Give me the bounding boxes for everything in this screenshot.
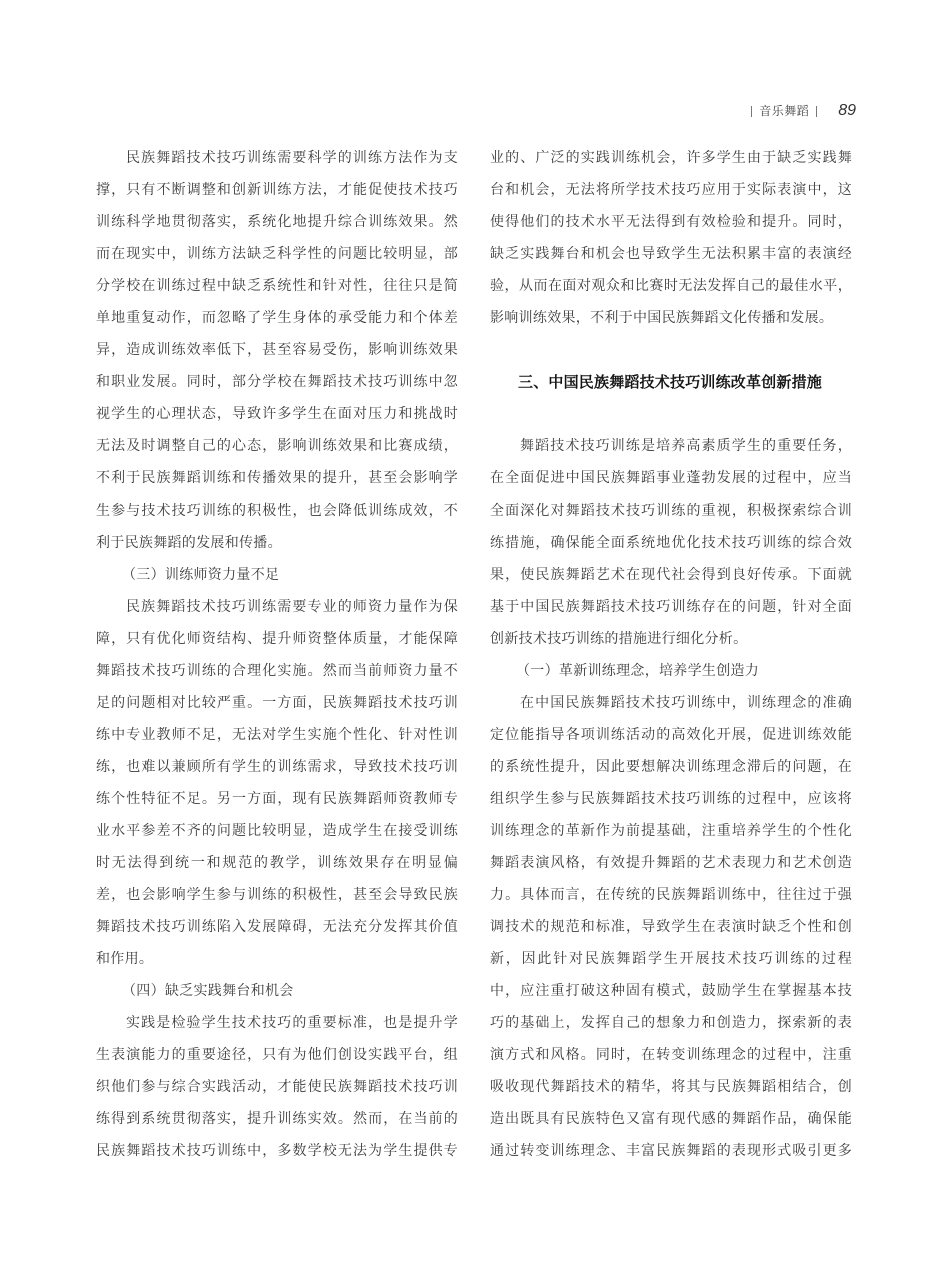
paragraph-line: 差，也会影响学生参与训练的积极性，甚至会导致民族: [96, 887, 458, 904]
subsection-heading: （三）训练师资力量不足: [122, 566, 280, 583]
paragraph-line: 民族舞蹈技术技巧训练需要专业的师资力量作为保: [126, 598, 458, 615]
paragraph-line: 无法及时调整自己的心态，影响训练效果和比赛成绩，: [96, 438, 458, 455]
paragraph-line: 视学生的心理状态，导致许多学生在面对压力和挑战时: [96, 406, 458, 423]
paragraph-line: 通过转变训练理念、丰富民族舞蹈的表现形式吸引更多: [490, 1143, 852, 1160]
paragraph-line: 舞蹈技术技巧训练陷入发展障碍，无法充分发挥其价值: [96, 919, 458, 936]
paragraph-line: 练，也难以兼顾所有学生的训练需求，导致技术技巧训: [96, 758, 458, 775]
paragraph-line: 舞蹈技术技巧训练的合理化实施。然而当前师资力量不: [96, 662, 458, 679]
paragraph-line: 撑，只有不断调整和创新训练方法，才能促使技术技巧: [96, 182, 458, 199]
paragraph-line: 练个性特征不足。另一方面，现有民族舞蹈师资教师专: [96, 790, 458, 807]
paragraph: [96, 142, 458, 559]
paragraph-line: 在全面促进中国民族舞蹈事业蓬勃发展的过程中，应当: [490, 470, 852, 487]
header-divider: [751, 106, 752, 117]
paragraph-line: 练措施，确保能全面系统地优化技术技巧训练的综合效: [490, 534, 852, 551]
paragraph-line: 舞蹈表演风格，有效提升舞蹈的艺术表现力和艺术创造: [490, 855, 852, 872]
paragraph-line: 生参与技术技巧训练的积极性，也会降低训练成效，不: [96, 502, 458, 519]
paragraph-line: 吸收现代舞蹈技术的精华，将其与民族舞蹈相结合，创: [490, 1079, 852, 1096]
paragraph-line: 新，因此针对民族舞蹈学生开展技术技巧训练的过程: [490, 951, 852, 968]
paragraph-line: 使得他们的技术水平无法得到有效检验和提升。同时，: [490, 214, 852, 231]
spacer: [490, 398, 852, 430]
paragraph-line: 民族舞蹈技术技巧训练中，多数学校无法为学生提供专: [96, 1143, 458, 1160]
paragraph-line: 组织学生参与民族舞蹈技术技巧训练的过程中，应该将: [490, 790, 852, 807]
paragraph-line: 在中国民族舞蹈技术技巧训练中，训练理念的准确: [520, 694, 852, 711]
paragraph-line: 全面深化对舞蹈技术技巧训练的重视，积极探索综合训: [490, 502, 852, 519]
paragraph: [96, 1007, 458, 1167]
paragraph-line: 力。具体而言，在传统的民族舞蹈训练中，往往过于强: [490, 887, 852, 904]
paragraph-line: 业的、广泛的实践训练机会，许多学生由于缺乏实践舞: [490, 150, 852, 166]
left-column: [96, 142, 458, 1168]
paragraph-line: 的系统性提升，因此要想解决训练理念滞后的问题，在: [490, 758, 852, 775]
paragraph-line: 障，只有优化师资结构、提升师资整体质量，才能保障: [96, 630, 458, 647]
paragraph-line: 训练科学地贯彻落实，系统化地提升综合训练效果。然: [96, 214, 458, 231]
subsection-heading: （四）缺乏实践舞台和机会: [122, 983, 294, 1000]
paragraph-line: 生表演能力的重要途径，只有为他们创设实践平台，组: [96, 1047, 458, 1064]
paragraph-line: 定位能指导各项训练活动的高效化开展，促进训练效能: [490, 726, 852, 743]
header-divider: [816, 106, 817, 117]
paragraph-line: 而在现实中，训练方法缺乏科学性的问题比较明显，部: [96, 246, 458, 263]
subsection-heading: （一）革新训练理念，培养学生创造力: [516, 662, 760, 679]
header-section-label: 音乐舞蹈: [759, 104, 810, 118]
paragraph-line: 调技术的规范和标准，导致学生在表演时缺乏个性和创: [490, 919, 852, 936]
paragraph-line: 影响训练效果，不利于中国民族舞蹈文化传播和发展。: [490, 310, 834, 327]
paragraph-line: 巧的基础上，发挥自己的想象力和创造力，探索新的表: [490, 1015, 852, 1032]
paragraph-line: 和职业发展。同时，部分学校在舞蹈技术技巧训练中忽: [96, 374, 458, 391]
paragraph-line: 练得到系统贯彻落实，提升训练实效。然而，在当前的: [96, 1111, 458, 1128]
paragraph-line: 果，使民族舞蹈艺术在现代社会得到良好传承。下面就: [490, 566, 852, 583]
paragraph-line: 单地重复动作，而忽略了学生身体的承受能力和个体差: [96, 310, 458, 327]
paragraph: [96, 591, 458, 976]
spacer: [490, 334, 852, 366]
paragraph-line: 业水平参差不齐的问题比较明显，造成学生在接受训练: [96, 822, 458, 839]
paragraph-line: 实践是检验学生技术技巧的重要标准，也是提升学: [126, 1015, 458, 1032]
paragraph: [490, 142, 852, 334]
paragraph-line: 演方式和风格。同时，在转变训练理念的过程中，注重: [490, 1047, 852, 1064]
section-heading: 三、中国民族舞蹈技术技巧训练改革创新措施: [518, 373, 823, 392]
paragraph-line: 和作用。: [96, 951, 154, 968]
right-column: [490, 142, 852, 1168]
paragraph-line: 基于中国民族舞蹈技术技巧训练存在的问题，针对全面: [490, 598, 852, 615]
paragraph: [490, 430, 852, 654]
paragraph-line: 缺乏实践舞台和机会也导致学生无法积累丰富的表演经: [490, 246, 852, 263]
paragraph-line: 不利于民族舞蹈训练和传播效果的提升，甚至会影响学: [96, 470, 458, 487]
paragraph-line: 造出既具有民族特色又富有现代感的舞蹈作品，确保能: [490, 1111, 852, 1128]
paragraph-line: 时无法得到统一和规范的教学，训练效果存在明显偏: [96, 855, 458, 872]
paragraph-line: 中，应注重打破这种固有模式，鼓励学生在掌握基本技: [490, 983, 852, 1000]
running-header: [744, 101, 856, 121]
paragraph-line: 民族舞蹈技术技巧训练需要科学的训练方法作为支: [126, 150, 458, 166]
paragraph-line: 异，造成训练效率低下，甚至容易受伤，影响训练效果: [96, 342, 458, 359]
paragraph-line: 分学校在训练过程中缺乏系统性和针对性，往往只是简: [96, 278, 458, 295]
paragraph: [490, 687, 852, 1168]
page-number: 89: [838, 102, 856, 119]
paragraph-line: 验，从而在面对观众和比赛时无法发挥自己的最佳水平，: [490, 278, 852, 295]
paragraph-line: 利于民族舞蹈的发展和传播。: [96, 534, 282, 551]
paragraph-line: 训练理念的革新作为前提基础，注重培养学生的个性化: [490, 822, 852, 839]
paragraph-line: 足的问题相对比较严重。一方面，民族舞蹈技术技巧训: [96, 694, 458, 711]
paragraph-line: 台和机会，无法将所学技术技巧应用于实际表演中，这: [490, 182, 852, 199]
paragraph-line: 创新技术技巧训练的措施进行细化分析。: [490, 630, 748, 647]
paragraph-line: 练中专业教师不足，无法对学生实施个性化、针对性训: [96, 726, 458, 743]
paragraph-line: 舞蹈技术技巧训练是培养高素质学生的重要任务，: [520, 438, 852, 455]
paragraph-line: 织他们参与综合实践活动，才能使民族舞蹈技术技巧训: [96, 1079, 458, 1096]
